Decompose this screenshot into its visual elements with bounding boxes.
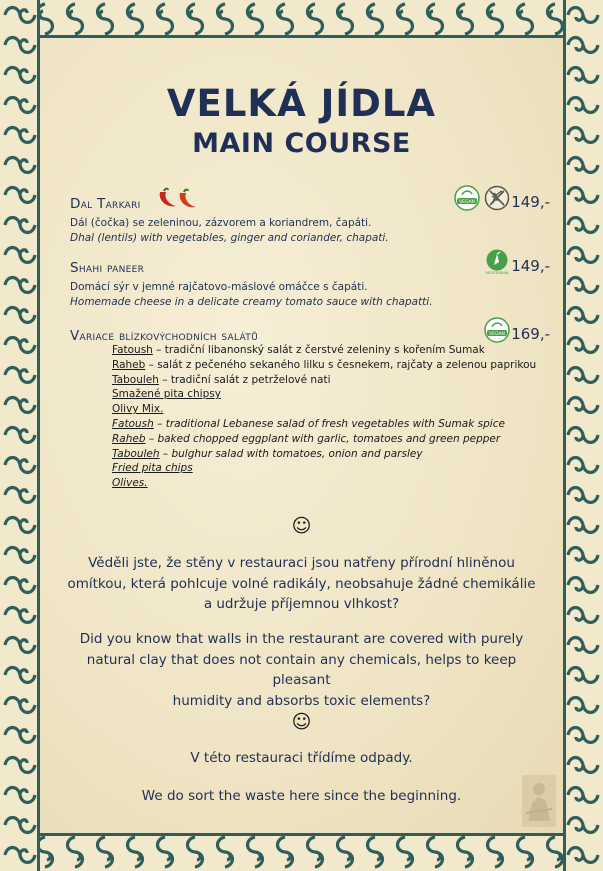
dish-description-cz: Dál (čočka) se zeleninou, zázvorem a koriandrem, čapáti. xyxy=(70,217,372,229)
vegan-icon xyxy=(484,317,510,343)
note-line: humidity and absorbs toxic elements? xyxy=(172,692,431,709)
note-line: Did you know that walls in the restaurant are covered with purely xyxy=(79,631,524,647)
dish-price: 169,- xyxy=(511,325,550,343)
salad-name: Raheb xyxy=(112,432,146,445)
dish-description-en: Dhal (lentils) with vegetables, ginger and coriander, chapati. xyxy=(70,232,389,244)
list-item xyxy=(112,402,552,417)
salad-text: – tradiční libanonský salát z čerstvé zeleniny s kořením Sumak xyxy=(152,344,485,356)
chili-icon xyxy=(156,186,202,210)
list-item xyxy=(112,461,552,476)
list-item xyxy=(112,447,552,462)
note-line: Věděli jste, že stěny v restauraci jsou natřeny přírodní hliněnou xyxy=(88,555,515,571)
dish-shahi-paneer xyxy=(70,257,560,308)
salad-name: Tabouleh xyxy=(112,447,160,460)
salad-name: Olives. xyxy=(112,477,148,490)
vegetarian-icon xyxy=(484,249,510,275)
salad-name: Raheb xyxy=(112,358,146,371)
list-item xyxy=(112,373,552,388)
badge-label: VEGETARIAN xyxy=(485,271,509,275)
walls-note-cz xyxy=(60,553,543,615)
badge-label: VEGAN xyxy=(459,200,475,205)
note-line: omítkou, která pohlcuje volné radikály, neobsahuje žádné chemikálie xyxy=(67,575,536,592)
dish-description-en: Homemade cheese in a delicate creamy tomato sauce with chapatti. xyxy=(70,296,433,308)
salad-name: Fatoush xyxy=(112,417,154,430)
dish-price: 149,- xyxy=(511,193,550,211)
list-item xyxy=(112,476,552,491)
salad-name: Tabouleh xyxy=(112,373,159,386)
list-item xyxy=(112,432,552,447)
vegan-icon xyxy=(454,185,480,211)
badge-label: VEGAN xyxy=(489,332,505,337)
dish-price: 149,- xyxy=(511,257,550,275)
dish-salad-variation xyxy=(70,325,560,344)
salad-name: Fried pita chips xyxy=(112,462,193,475)
ornament-border-bottom-icon xyxy=(0,833,603,871)
waste-note-cz: V této restauraci třídíme odpady. xyxy=(190,750,413,766)
statue-icon xyxy=(520,773,558,829)
salad-name: Fatoush xyxy=(112,344,153,356)
dish-name: Variace blízkovýchodních salátů xyxy=(70,328,258,344)
salad-name: Smažené pita chipsy xyxy=(112,388,221,401)
dish-description-cz: Domácí sýr v jemné rajčatovo-máslové omáčce s čapáti. xyxy=(70,281,368,293)
note-line: natural clay that does not contain any chemicals, helps to keep pleasant xyxy=(86,651,517,688)
smiley-icon: ☺ xyxy=(291,515,312,537)
salad-list xyxy=(112,343,552,491)
salad-text: – bulghur salad with tomatoes, onion and parsley xyxy=(159,447,423,460)
waste-note-en: We do sort the waste here since the beginning. xyxy=(141,788,462,804)
dish-name: Shahi paneer xyxy=(70,260,145,276)
page-subtitle: MAIN COURSE xyxy=(192,128,411,159)
list-item xyxy=(112,343,552,358)
dish-name: Dal Tarkari xyxy=(70,196,141,212)
walls-note-en xyxy=(60,629,543,711)
smiley-icon: ☺ xyxy=(291,711,312,733)
page-title: VELKÁ JÍDLA xyxy=(166,82,437,125)
list-item xyxy=(112,387,552,402)
dish-dal-tarkari xyxy=(70,193,560,244)
salad-text: – baked chopped eggplant with garlic, tomatoes and green pepper xyxy=(145,432,501,445)
note-line: a udržuje příjemnou vlhkost? xyxy=(203,596,400,612)
salad-name: Olivy Mix. xyxy=(112,403,164,416)
salad-text: – tradiční salát z petrželové nati xyxy=(158,373,331,386)
list-item xyxy=(112,417,552,432)
salad-text: – traditional Lebanese salad of fresh vegetables with Sumak spice xyxy=(153,417,505,430)
ornament-border-top-icon xyxy=(0,0,603,38)
gluten-free-icon xyxy=(484,185,510,211)
salad-text: – salát z pečeného sekaného lilku s česnekem, rajčaty a zelenou paprikou xyxy=(145,358,537,371)
list-item xyxy=(112,358,552,373)
